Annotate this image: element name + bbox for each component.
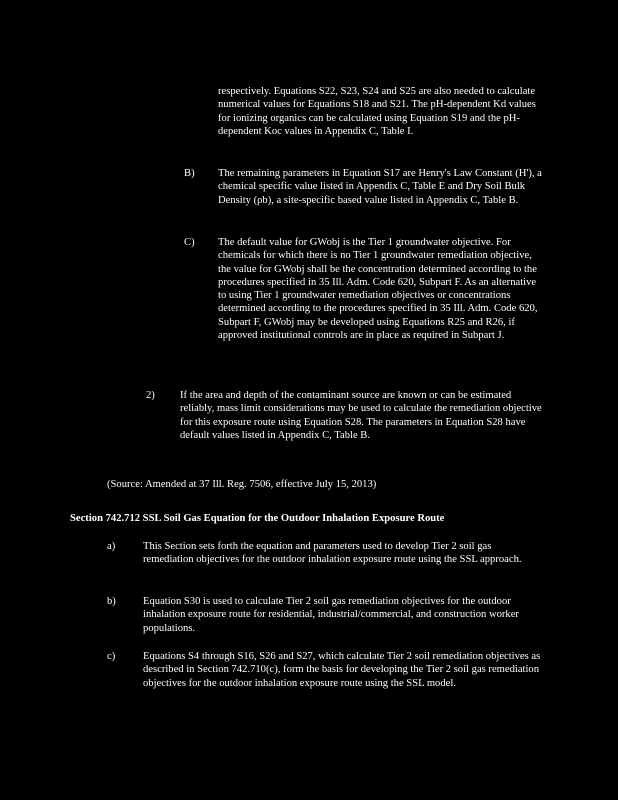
source-note: (Source: Amended at 37 Ill. Reg. 7506, effective July 15, 2013) xyxy=(107,479,377,490)
item-c-label: C) xyxy=(184,237,195,248)
item-2-label: 2) xyxy=(146,390,155,401)
section-item-b-label: b) xyxy=(107,596,116,607)
section-heading: Section 742.712 SSL Soil Gas Equation for the Outdoor Inhalation Exposure Route xyxy=(70,513,445,524)
section-item-b-text: Equation S30 is used to calculate Tier 2 soil gas remediation objectives for the outdoor inhalation exposure route for residential, industrial/commercial, and construction worker populations. xyxy=(143,596,519,634)
section-item-a-text: This Section sets forth the equation and parameters used to develop Tier 2 soil gas remediation objectives for the outdoor inhalation exposure route using the SSL approach. xyxy=(143,541,522,566)
item-b-label: B) xyxy=(184,168,195,179)
continued-paragraph: respectively. Equations S22, S23, S24 and S25 are also needed to calculate numerical values for Equations S18 and S21. The pH-dependent Kd values for ionizing organics can be calculated using Equation S19 and the pH-dependent Koc values in Appendix C, Table I. xyxy=(218,86,536,137)
section-item-c-text: Equations S4 through S16, S26 and S27, which calculate Tier 2 soil remediation objectives as described in Section 742.710(c), form the basis for developing the Tier 2 soil gas remediation objectives for the outdoor inhalation exposure route using the SSL model. xyxy=(143,651,541,689)
item-c-text: The default value for GWobj is the Tier 1 groundwater objective. For chemicals for which there is no Tier 1 groundwater remediation objective, the value for GWobj shall be the concentration determined according to the procedures specified in 35 Ill. Adm. Code 620, Subpart F. As an alternative to using Tier 1 groundwater remediation objectives or concentrations determined according to the procedures specified in 35 Ill. Adm. Code 620, Subpart F, GWobj may be developed using Equations R25 and R26, if approved institutional controls are in place as required in Subpart J. xyxy=(218,237,538,342)
item-2-text: If the area and depth of the contaminant source are known or can be estimated reliably, mass limit considerations may be used to calculate the remediation objective for this exposure route using Equation S28. The parameters in Equation S28 have default values listed in Appendix C, Table B. xyxy=(180,390,542,441)
item-b-text: The remaining parameters in Equation S17 are Henry's Law Constant (H'), a chemical specific value listed in Appendix C, Table E and Dry Soil Bulk Density (ρb), a site-specific based value listed in Appendix C, Table B. xyxy=(218,168,542,206)
section-item-a-label: a) xyxy=(107,541,116,552)
section-item-c-label: c) xyxy=(107,651,116,662)
